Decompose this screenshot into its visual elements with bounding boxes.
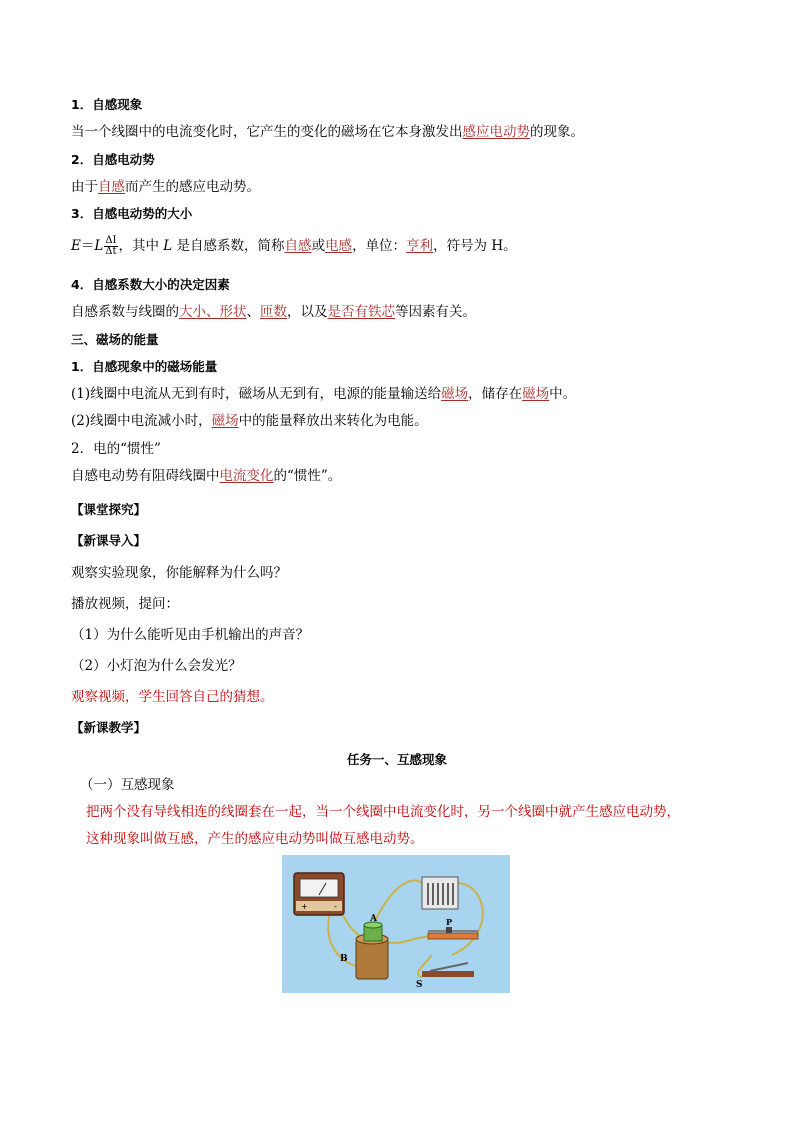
heading-self-emf: 2．自感电动势 [71,152,155,167]
label-p: P [446,917,453,927]
rheostat [428,933,478,939]
heading-self-induction: 1．自感现象 [71,97,143,112]
paragraph-self-emf: 由于自感而产生的感应电动势。 [71,179,260,195]
label-a: A [370,914,377,924]
paragraph-inertia: 自感电动势有阻碍线圈中电流变化的“惯性”。 [71,468,342,484]
question-1: （1）为什么能听见由手机输出的声音？ [71,627,310,643]
heading-magnetic-energy: 三、磁场的能量 [71,332,159,347]
label-s: S [416,980,423,990]
rheostat-slider [446,927,452,933]
mutual-induction-diagram [282,855,510,993]
diagram-svg [282,855,510,993]
wire-coil-rheostat [382,937,427,943]
subheading-inertia: 2．电的“惯性” [71,441,161,457]
fraction-delta-i-delta-t: $\frac{\Delta I}{\Delta t}$ [105,235,117,257]
heading-factors: 4．自感系数大小的决定因素 [71,277,230,292]
meter-plus-sign: + [301,902,308,911]
answer-observe: 观察视频，学生回答自己的猜想。 [71,689,274,705]
subheading-mutual-induction: （一）互感现象 [80,777,175,793]
heading-new-lesson-intro: 【新课导入】 [71,533,147,548]
paragraph-formula: E＝L $\frac{\Delta I}{\Delta t}$ ，其中 L 是自感系数，简称自感或电感，单位：亨利，符号为 H。 [71,235,517,257]
switch-base [422,971,474,977]
switch-lever [430,963,468,971]
wire-a-battery [374,880,422,923]
paragraph-energy-1: (1)线圈中电流从无到有时，磁场从无到有，电源的能量输送给磁场，储存在磁场中。 [71,386,577,402]
meter-minus-sign: - [334,902,337,911]
coil-b [356,939,388,979]
definition-line-2: 这种现象叫做互感，产生的感应电动势叫做互感电动势。 [86,831,424,847]
definition-line-1: 把两个没有导线相连的线圈套在一起，当一个线圈中电流变化时，另一个线圈中就产生感应电动势， [86,804,680,820]
question-2: （2）小灯泡为什么会发光？ [71,658,242,674]
heading-classroom-explore: 【课堂探究】 [71,502,147,517]
paragraph-factors: 自感系数与线圈的大小、形状、匝数，以及是否有铁芯等因素有关。 [71,304,476,320]
label-b: B [340,954,348,964]
heading-new-teaching: 【新课教学】 [71,720,147,735]
paragraph-observe: 观察实验现象，你能解释为什么吗？ [71,565,287,581]
paragraph-play-video: 播放视频，提问： [71,596,179,612]
heading-emf-magnitude: 3．自感电动势的大小 [71,206,193,221]
task-title: 任务一、互感现象 [346,752,447,767]
paragraph-energy-2: (2)线圈中电流减小时，磁场中的能量释放出来转化为电能。 [71,413,428,429]
paragraph-self-induction: 当一个线圈中的电流变化时，它产生的变化的磁场在它本身激发出感应电动势的现象。 [71,124,584,140]
subheading-field-energy: 1．自感现象中的磁场能量 [71,359,218,374]
